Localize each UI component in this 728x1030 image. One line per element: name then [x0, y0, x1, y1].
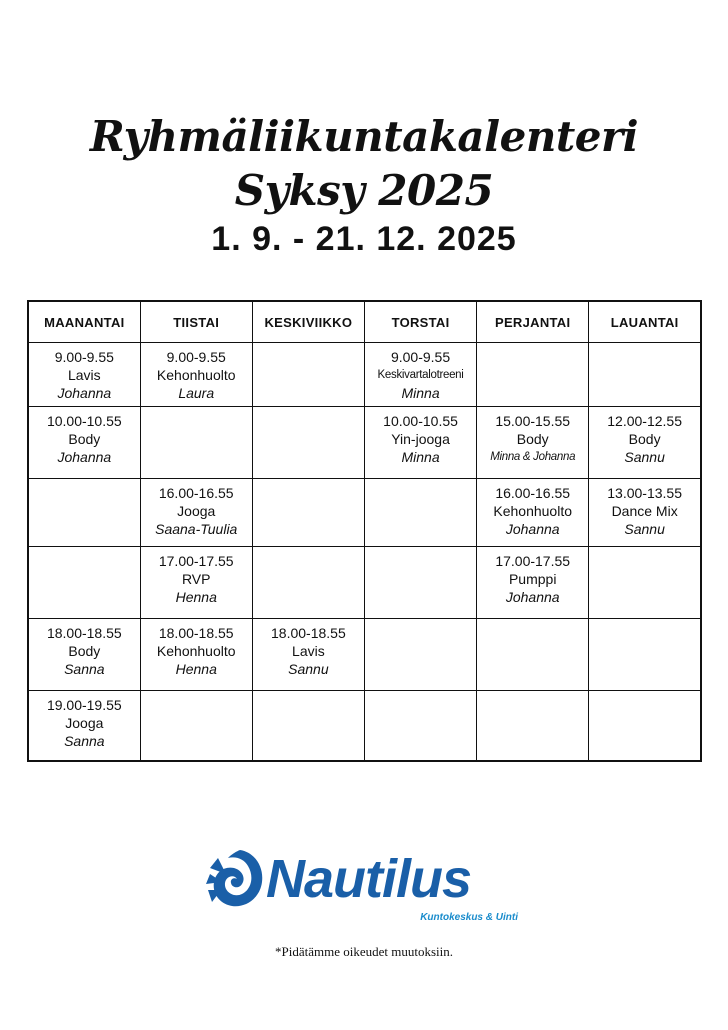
class-time: 19.00-19.55 — [46, 697, 122, 714]
instructor-name: Sannu — [624, 449, 665, 466]
class-time: 10.00-10.55 — [46, 413, 122, 430]
class-time: 10.00-10.55 — [383, 413, 458, 430]
day-header-friday: PERJANTAI — [477, 301, 589, 343]
schedule-cell — [252, 547, 364, 619]
schedule-cell — [140, 691, 252, 761]
nautilus-shell-icon — [204, 844, 268, 916]
schedule-cell — [140, 343, 252, 407]
class-name: Lavis — [292, 643, 325, 660]
class-time: 16.00-16.55 — [158, 485, 234, 502]
instructor-name: Johanna — [505, 589, 560, 606]
class-name: Body — [516, 431, 549, 448]
schedule-cell — [140, 547, 252, 619]
instructor-name: Saana-Tuulia — [155, 521, 238, 538]
class-time: 9.00-9.55 — [54, 349, 114, 365]
class-name: Pumppi — [508, 571, 557, 588]
class-name: Kehonhuolto — [493, 503, 573, 520]
class-name: RVP — [181, 571, 211, 588]
class-time: 17.00-17.55 — [495, 553, 571, 570]
instructor-name: Sannu — [288, 661, 329, 678]
class-name: Dance Mix — [611, 503, 678, 520]
schedule-cell — [252, 343, 364, 407]
class-time: 13.00-13.55 — [607, 485, 682, 502]
schedule-cell — [28, 619, 140, 691]
instructor-name: Minna — [401, 385, 440, 401]
schedule-cell — [28, 407, 140, 479]
class-time: 18.00-18.55 — [271, 625, 346, 642]
logo-wordmark: Nautilus — [266, 849, 472, 909]
schedule-cell — [589, 343, 701, 407]
class-name: Lavis — [67, 367, 101, 383]
logo-tagline: Kuntokeskus & Uinti — [420, 912, 518, 923]
day-header-wednesday: KESKIVIIKKO — [252, 301, 364, 343]
class-name: Kehonhuolto — [156, 643, 236, 660]
schedule-cell — [589, 619, 701, 691]
table-row — [28, 691, 701, 761]
schedule-cell — [477, 547, 589, 619]
schedule-cell — [28, 547, 140, 619]
schedule-cell — [28, 343, 140, 407]
date-range: 1. 9. - 21. 12. 2025 — [211, 220, 517, 258]
day-header-tuesday: TIISTAI — [140, 301, 252, 343]
table-row — [28, 343, 701, 407]
class-name: Body — [68, 643, 101, 660]
schedule-cell — [589, 407, 701, 479]
day-header-saturday: LAUANTAI — [589, 301, 701, 343]
schedule-cell — [477, 691, 589, 761]
class-name: Jooga — [65, 715, 104, 732]
class-time: 18.00-18.55 — [158, 625, 234, 642]
class-time: 18.00-18.55 — [46, 625, 122, 642]
instructor-name: Laura — [178, 385, 215, 401]
instructor-name: Sannu — [624, 521, 665, 538]
nautilus-logo — [204, 840, 524, 930]
class-time: 16.00-16.55 — [495, 485, 571, 502]
schedule-cell — [364, 343, 476, 407]
table-row — [28, 407, 701, 479]
schedule-table — [27, 300, 702, 762]
class-name: Body — [628, 431, 661, 448]
instructor-name: Henna — [175, 589, 217, 606]
instructor-name: Johanna — [57, 385, 112, 401]
instructor-name: Henna — [175, 661, 217, 678]
schedule-cell — [140, 619, 252, 691]
schedule-cell — [589, 547, 701, 619]
schedule-cell — [252, 619, 364, 691]
schedule-cell — [140, 407, 252, 479]
class-time: 15.00-15.55 — [495, 413, 571, 430]
instructor-name: Minna & Johanna — [490, 451, 576, 464]
class-name: Kehonhuolto — [156, 367, 236, 383]
class-time: 9.00-9.55 — [166, 349, 226, 365]
schedule-cell — [364, 479, 476, 547]
table-row — [28, 479, 701, 547]
class-name: Keskivartalotreeni — [377, 369, 464, 381]
schedule-cell — [477, 343, 589, 407]
class-time: 17.00-17.55 — [158, 553, 234, 570]
class-name: Yin-jooga — [391, 431, 450, 448]
schedule-cell — [252, 407, 364, 479]
class-time: 12.00-12.55 — [607, 413, 682, 430]
schedule-cell — [28, 691, 140, 761]
schedule-cell — [589, 691, 701, 761]
schedule-cell — [364, 547, 476, 619]
instructor-name: Sanna — [64, 733, 105, 750]
instructor-name: Sanna — [64, 661, 105, 678]
page-title-line1: Ryhmäliikuntakalenteri — [89, 112, 639, 161]
schedule-cell — [252, 479, 364, 547]
footnote: *Pidätämme oikeudet muutoksiin. — [274, 944, 453, 959]
instructor-name: Minna — [401, 449, 440, 466]
schedule-cell — [28, 479, 140, 547]
schedule-cell — [477, 479, 589, 547]
schedule-cell — [364, 691, 476, 761]
schedule-cell — [477, 619, 589, 691]
schedule-body — [28, 343, 701, 762]
instructor-name: Johanna — [57, 449, 112, 466]
table-row — [28, 547, 701, 619]
day-header-thursday: TORSTAI — [364, 301, 476, 343]
day-header-monday: MAANANTAI — [28, 301, 140, 343]
instructor-name: Johanna — [505, 521, 560, 538]
schedule-cell — [140, 479, 252, 547]
class-name: Jooga — [177, 503, 216, 520]
schedule-header-row — [28, 301, 701, 343]
schedule-cell — [364, 407, 476, 479]
class-time: 9.00-9.55 — [390, 349, 451, 365]
schedule-cell — [252, 691, 364, 761]
schedule-cell — [364, 619, 476, 691]
schedule-cell — [589, 479, 701, 547]
schedule-cell — [477, 407, 589, 479]
class-name: Body — [68, 431, 101, 448]
page-title-line2: Syksy 2025 — [234, 166, 494, 215]
table-row — [28, 619, 701, 691]
